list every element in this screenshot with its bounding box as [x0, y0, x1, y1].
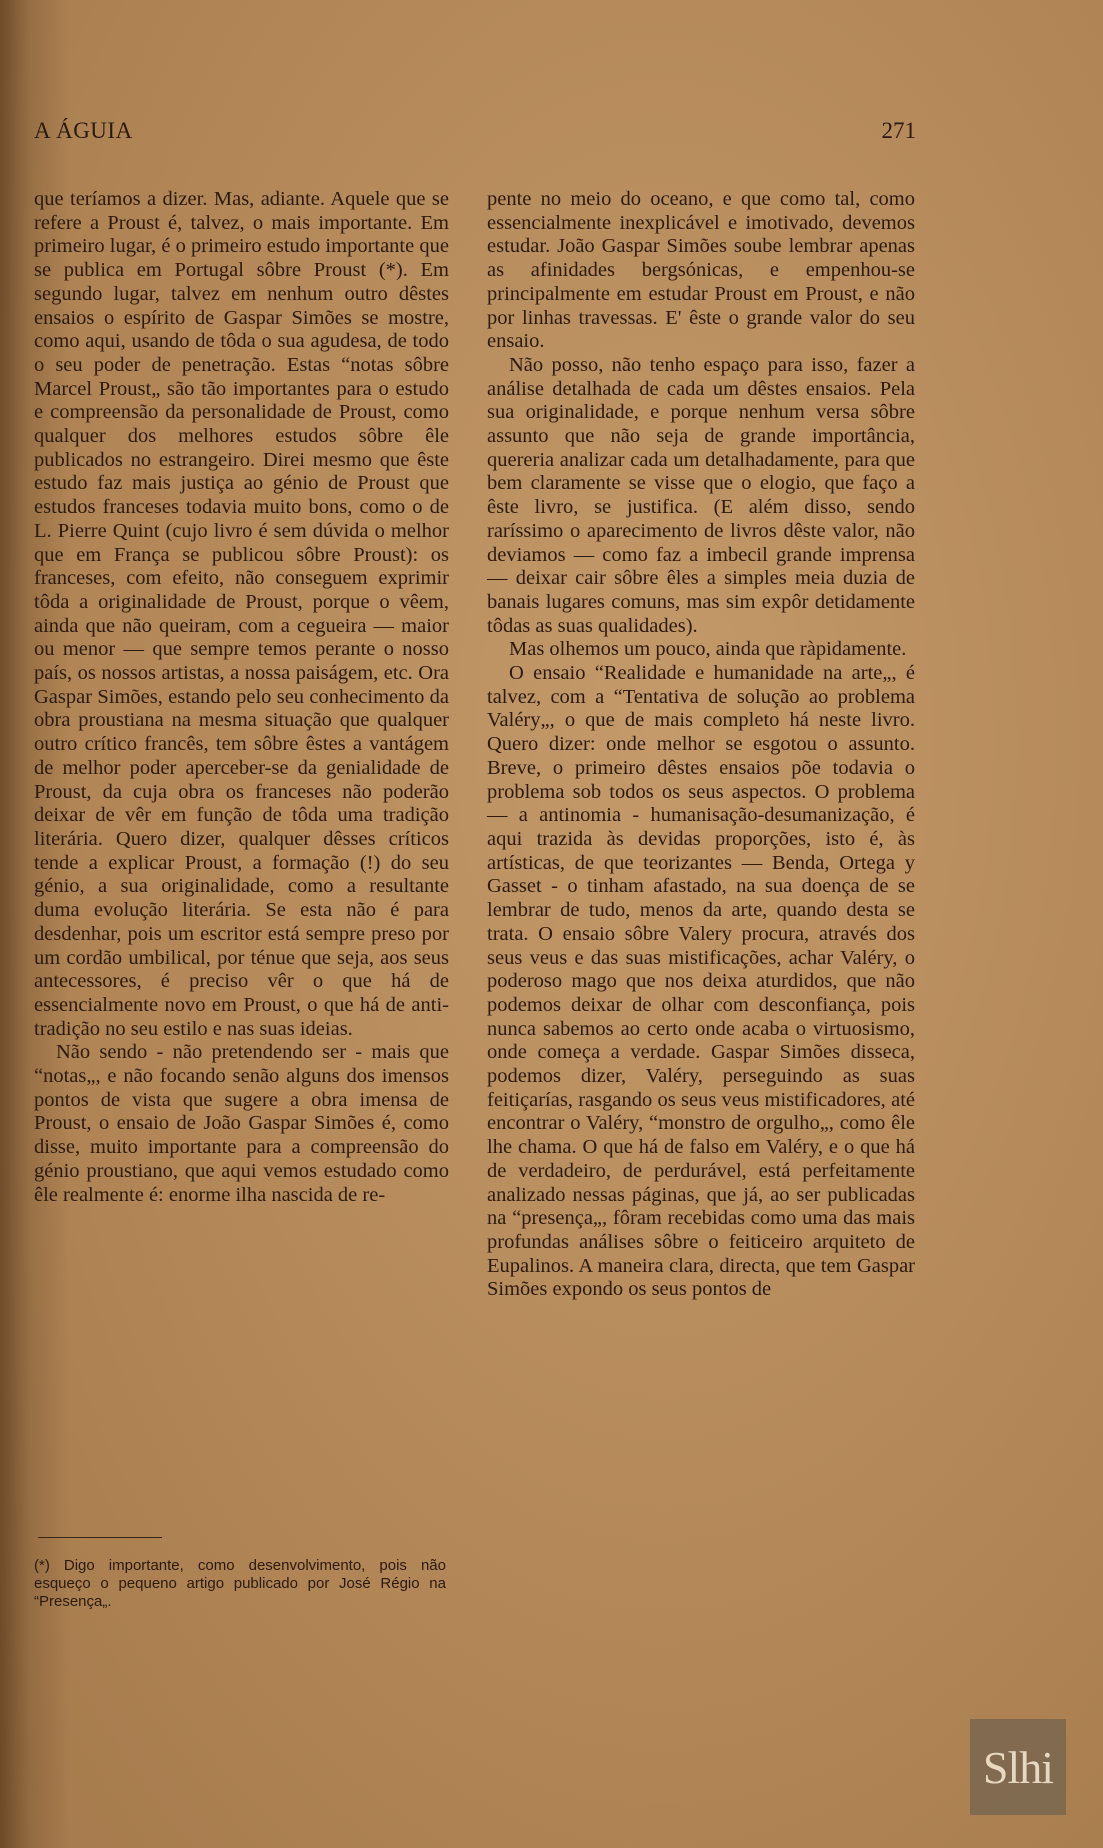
paragraph: Não sendo - não pretendendo ser - mais que “notas„, e não focando senão alguns dos imensos pontos de vista que sugere a obra imensa de Proust, o ensaio de João Gaspar Simões é, como disse, muito importante para a compreensão do génio proustiano, que aqui vemos estudado como êle realmente é: enorme ilha nascida de re-	[34, 1041, 449, 1206]
footnote-rule	[38, 1537, 162, 1538]
page-header	[34, 118, 916, 154]
paragraph: pente no meio do oceano, e que como tal, como essencialmente inexplicável e imotivado, devemos estudar. João Gaspar Simões soube lembrar apenas as afinidades bergsónicas, e empenhou-se principalmente em estudar Proust em Proust, e não por linhas travessas. E' êste o grande valor do seu ensaio.	[487, 188, 915, 353]
page-number: 271	[881, 118, 916, 143]
library-watermark-icon	[970, 1719, 1066, 1815]
running-head: A ÁGUIA	[34, 118, 133, 143]
paragraph: que teríamos a dizer. Mas, adiante. Aquele que se refere a Proust é, talvez, o mais importante. Em primeiro lugar, é o primeiro estudo importante que se publica em Portugal sôbre Proust (*). Em segundo lugar, talvez em nenhum outro dêstes ensaios o espírito de Gaspar Simões se mostre, como aqui, usando de tôda o sua agudesa, de todo o seu poder de penetração. Estas “notas sôbre Marcel Proust„ são tão importantes para o estudo e compreensão da personalidade de Proust, como qualquer dos melhores estudos sôbre êle publicados no estrangeiro. Direi mesmo que êste estudo faz mais justiça ao génio de Proust que estudos franceses todavia muito bons, como o de L. Pierre Quint (cujo livro é sem dúvida o melhor que em França se publicou sôbre Proust): os franceses, com efeito, não conseguem exprimir tôda a originalidade de Proust, porque o vêem, ainda que não queiram, com a cegueira — maior ou menor — que sempre temos perante o nosso país, os nossos artistas, a nossa paiságem, etc. Ora Gaspar Simões, estando pelo seu conhecimento da obra proustiana na mesma situação que qualquer outro crítico francês, tem sôbre êstes a vantágem de melhor poder aperceber-se da genialidade de Proust, da cuja obra os franceses não poderão deixar de vêr em função de tôda uma tradição literária. Quero dizer, qualquer dêsses críticos tende a explicar Proust, a formação (!) do seu génio, a sua originalidade, como a resultante duma evolução literária. Se esta não é para desdenhar, pois um escritor está sempre preso por um cordão umbilical, por ténue que seja, aos seus antecessores, é preciso vêr o que há de essencialmente novo em Proust, o que há de anti-tradição no seu estilo e nas suas ideias.	[34, 188, 449, 1040]
paragraph: O ensaio “Realidade e humanidade na arte„, é talvez, com a “Tentativa de solução ao problema Valéry„, o que de mais completo há neste livro. Quero dizer: onde melhor se esgotou o assunto. Breve, o primeiro dêstes ensaios põe todavia o problema sob todos os seus aspectos. O problema — a antinomia - humanisação-desumanização, é aqui trazida às devidas proporções, isto é, às artísticas, de que teorizantes — Benda, Ortega y Gasset - o tinham afastado, na sua doença de se lembrar de tudo, menos da arte, quando desta se trata. O ensaio sôbre Valery procura, através dos seus veus e das suas mistificações, achar Valéry, o poderoso mago que nos deixa aturdidos, que não podemos deixar de olhar com desconfiança, pois nunca sabemos ao certo onde acaba o virtuosismo, onde começa a verdade. Gaspar Simões disseca, podemos dizer, Valéry, perseguindo as suas feitiçarías, rasgando os seus veus mistificadores, até encontrar o Valéry, “monstro de orgulho„, como êle lhe chama. O que há de falso em Valéry, e o que há de verdadeiro, de perdurável, está perfeitamente analizado nessas páginas, que já, ao ser publicadas na “presença„, fôram recebidas como uma das mais profundas análises sôbre o feiticeiro arquiteto de Eupalinos. A maneira clara, directa, que tem Gaspar Simões expondo os seus pontos de	[487, 662, 915, 1301]
footnote: (*) Digo importante, como desenvolvimento, pois não esqueço o pequeno artigo publicado por José Régio na “Presença„.	[34, 1557, 446, 1610]
paragraph: Mas olhemos um pouco, ainda que ràpidamente.	[509, 638, 907, 661]
right-column	[487, 188, 915, 1302]
logo-text: Slhi	[982, 1741, 1054, 1793]
paragraph: Não posso, não tenho espaço para isso, fazer a análise detalhada de cada um dêstes ensaios. Pela sua originalidade, e porque nenhum versa sôbre assunto que não seja de grande importância, quereria analizar cada um detalhadamente, para que bem claramente se visse que o elogio, que faço a êste livro, se justifica. (E além disso, sendo raríssimo o aparecimento de livros dêste valor, não deviamos — como faz a imbecil grande imprensa — deixar cair sôbre êles a simples meia duzia de banais lugares comuns, mas sim expôr detidamente tôdas as suas qualidades).	[487, 353, 915, 637]
left-column	[34, 188, 449, 1207]
